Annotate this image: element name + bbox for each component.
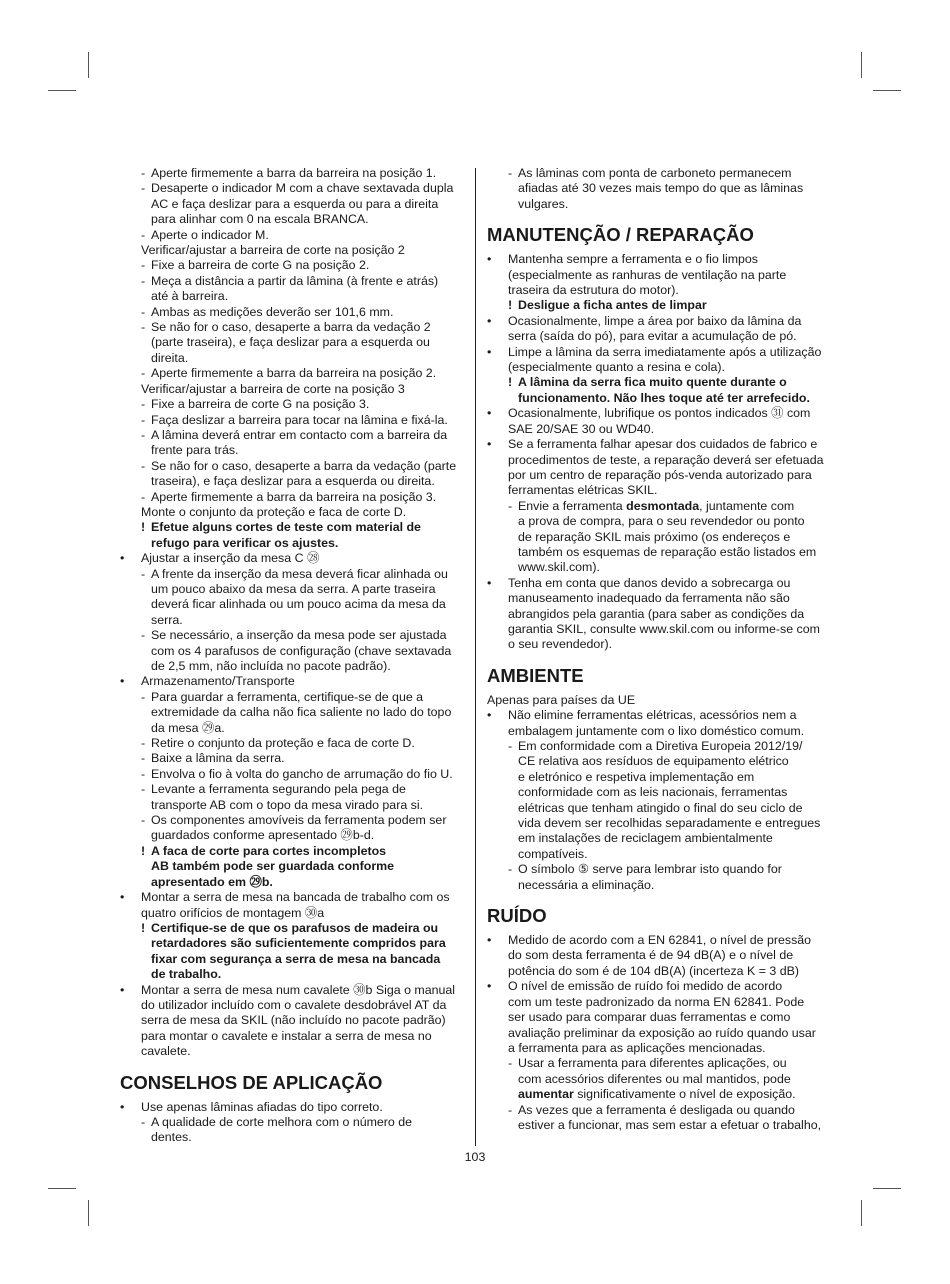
bullet-item-line [487,314,833,329]
dash-item-line [120,413,465,428]
continuation-line [120,659,465,674]
line-text: retardadores são suficientemente compridos para [151,936,446,951]
line-text: Se não for o caso, desaperte a barra da vedação 2 [151,320,431,335]
dash-item-line [487,499,833,514]
line-text: Montar a serra de mesa na bancada de trabalho com os [141,890,450,905]
line-text: A qualidade de corte melhora com o número de [151,1114,413,1129]
line-text: (parte traseira), e faça deslizar para a esquerda ou [151,335,430,350]
line-text: Retire o conjunto da proteção e faca de corte D. [151,736,415,751]
line-text: o seu revendedor). [508,637,613,652]
line-text: A faca de corte para cortes incompletos [151,843,387,858]
warning-line [120,921,465,936]
line-text: Mantenha sempre a ferramenta e o fio limpos [508,252,759,267]
line-text: com acessórios diferentes ou mal mantidos, pode [518,1071,791,1086]
line-text: do utilizador incluído com o cavalete desdobrável AT da [141,997,447,1012]
dash-item-line [120,567,465,582]
dash-marker: - [141,628,146,643]
crop-mark [88,52,89,78]
dash-marker: - [141,258,146,273]
line-text: de 2,5 mm, não incluída no pacote padrão). [151,659,391,673]
line-text: Aperte firmemente a barra da barreira na posição 2. [151,366,437,381]
bullet-marker: • [487,313,492,328]
line-text: O símbolo ⑤ serve para lembrar isto quando for [518,862,782,877]
line-text: de reparação SKIL mais próximo (os endereços e [518,529,791,544]
line-text: serra (saída do pó), para evitar a acumulação de pó. [508,329,797,344]
line-text: direita. [151,350,189,365]
dash-marker: - [141,227,146,242]
line-text: até à barreira. [151,289,229,304]
paragraph-line [120,243,465,258]
line-text: Faça deslizar a barreira para tocar na lâmina e fixá-la. [151,412,448,427]
paragraph-line [487,693,833,708]
continuation-line [120,906,465,921]
line-text: necessária a eliminação. [518,877,655,892]
continuation-line [120,443,465,458]
line-text: potência do som é de 104 dB(A) (incerteza K = 3 dB) [508,963,799,978]
continuation-line [487,422,833,437]
paragraph-line [120,382,465,397]
dash-item-line [120,628,465,643]
line-text: afiadas até 30 vezes mais tempo do que as lâminas [518,181,804,196]
line-text: Ajustar a inserção da mesa C ㉘ [141,551,320,566]
dash-marker: - [508,498,513,513]
continuation-line [487,785,833,800]
dash-item-line [120,181,465,196]
continuation-line [487,545,833,560]
dash-marker: - [141,366,146,381]
continuation-line [487,622,833,637]
line-text: estiver a funcionar, mas sem estar a efetuar o trabalho, [518,1117,822,1132]
line-text: da mesa ㉙a. [151,720,225,735]
dash-marker: - [508,166,513,180]
line-text: refugo para verificar os ajustes. [151,535,339,550]
dash-item-line [120,166,465,181]
warning-line [120,844,465,859]
dash-item-line [120,736,465,751]
warning-marker: ! [508,298,513,313]
line-text: Apenas para países da UE [487,692,636,707]
line-text: Use apenas lâminas afiadas do tipo correto. [141,1099,383,1114]
line-text: a ferramenta para as aplicações mencionadas. [508,1040,766,1055]
continuation-line [487,483,833,498]
continuation-line [120,212,465,227]
line-text: A frente da inserção da mesa deverá ficar alinhada ou [151,566,448,581]
line-text: Usar a ferramenta para diferentes aplicações, ou [518,1056,787,1071]
dash-item-line [120,397,465,412]
line-text: em instalações de reciclagem ambientalmente [518,831,773,846]
line-text: transporte AB com o topo da mesa virado para si. [151,797,424,812]
dash-marker: - [508,1056,513,1071]
continuation-line [487,591,833,606]
dash-marker: - [508,862,513,877]
bullet-item-line [487,708,833,723]
line-text: www.skil.com). [518,560,600,575]
line-text: garantia SKIL, consulte www.skil.com ou informe-se com [508,621,820,636]
line-text: extremidade da calha não fica saliente no lado do topo [151,705,452,720]
line-text-after: , juntamente com [699,498,795,513]
left-column [120,166,465,1146]
right-column [487,166,833,1133]
dash-item-line [120,751,465,766]
bullet-marker: • [487,708,492,723]
line-text: Desaperte o indicador M com a chave sextavada dupla [151,181,454,196]
line-text: a prova de compra, para o seu revendedor ou ponto [518,514,805,529]
continuation-line [487,948,833,963]
continuation-line [487,754,833,769]
line-text: Baixe a lâmina da serra. [151,751,285,766]
line-text: Medido de acordo com a EN 62841, o nível de pressão [508,933,812,948]
line-text: vida devem ser recolhidas separadamente e entregues [518,816,821,831]
line-text: ser usado para comparar duas ferramentas e como [508,1010,791,1025]
line-text: do som desta ferramenta é de 94 dB(A) e o nível de [508,948,794,963]
continuation-line [120,1029,465,1044]
line-text: Tenha em conta que danos devido a sobrecarga ou [508,575,791,590]
dash-marker: - [141,181,146,196]
line-text: Meça a distância a partir da lâmina (à frente e atrás) [151,273,439,288]
emphasis-text: desmontada [626,498,700,513]
crop-mark [873,1188,901,1189]
line-text: Se não for o caso, desaperte a barra da vedação (parte [151,458,457,473]
line-text-after: significativamente o nível de exposição. [573,1087,796,1102]
continuation-line [487,560,833,575]
continuation-line [487,964,833,979]
line-text: traseira), e faça deslizar para a esquerda ou direita. [151,474,435,489]
line-text: Aperte firmemente a barra da barreira na posição 3. [151,489,437,504]
bullet-item-line [487,437,833,452]
continuation-line [120,289,465,304]
dash-item-line [120,767,465,782]
bullet-marker: • [487,344,492,359]
bullet-marker: • [487,437,492,452]
continuation-line [120,597,465,612]
line-text: Se a ferramenta falhar apesar dos cuidados de fabrico e [508,437,818,452]
continuation-line [487,637,833,652]
line-text: com um teste padronizado da norma EN 62841. Pode [508,994,805,1009]
dash-item-line [487,739,833,754]
dash-item-line [120,274,465,289]
continuation-line [120,474,465,489]
continuation-line [120,613,465,628]
warning-continuation-line [120,936,465,951]
continuation-line [487,1041,833,1056]
warning-line [120,520,465,535]
page-number: 103 [464,1150,486,1164]
line-text: Armazenamento/Transporte [141,674,295,689]
bullet-marker: • [487,979,492,994]
continuation-line [120,998,465,1013]
warning-continuation-line [120,536,465,551]
line-text: Fixe a barreira de corte G na posição 3. [151,397,370,412]
line-text: traseira da estrutura do motor). [508,283,679,298]
dash-item-line [120,228,465,243]
line-text: funcionamento. Não lhes toque até ter arrefecido. [518,390,810,405]
warning-continuation-line [120,967,465,982]
continuation-line [120,1013,465,1028]
continuation-line [487,1026,833,1041]
dash-marker: - [141,782,146,797]
continuation-line [487,1087,833,1102]
line-text: abrangidos pela garantia (para saber as condições da [508,606,805,621]
line-text: AC e faça deslizar para a esquerda ou para a direita [151,196,439,211]
continuation-line [120,798,465,813]
crop-mark [48,90,76,91]
line-text: (especialmente quanto a resina e cola). [508,360,725,375]
continuation-line [487,607,833,622]
continuation-line [120,1044,465,1059]
warning-continuation-line [120,859,465,874]
warning-line [487,375,833,390]
continuation-line [120,721,465,736]
continuation-line [487,514,833,529]
bullet-item-line [487,252,833,267]
line-text: Para guardar a ferramenta, certifique-se de que a [151,689,424,704]
continuation-line [487,360,833,375]
continuation-line [120,335,465,350]
line-text: O nível de emissão de ruído foi medido de acordo [508,979,783,994]
line-text: Efetue alguns cortes de teste com material de [151,520,421,535]
dash-item-line [120,366,465,381]
bullet-marker: • [487,252,492,267]
dash-marker: - [141,736,146,751]
continuation-line [487,468,833,483]
line-text: avaliação preliminar da exposição ao ruído quando usar [508,1025,816,1040]
dash-marker: - [141,397,146,412]
dash-marker: - [141,751,146,766]
bullet-item-line [120,983,465,998]
line-text: A lâmina deverá entrar em contacto com a barreira da [151,427,448,442]
continuation-line [487,1072,833,1087]
line-text: um pouco abaixo da mesa da serra. A parte traseira [151,581,436,596]
continuation-line [487,816,833,831]
crop-mark [873,90,901,91]
line-text: Aperte firmemente a barra da barreira na posição 1. [151,166,437,180]
continuation-line [120,705,465,720]
line-text: para alinhar com 0 na escala BRANCA. [151,212,369,227]
line-text: Envie a ferramenta [518,498,627,513]
line-text: Levante a ferramenta segurando pela pega de [151,782,406,797]
dash-marker: - [141,1114,146,1129]
line-text: Em conformidade com a Diretiva Europeia 2012/19/ [518,739,803,753]
dash-marker: - [141,273,146,288]
emphasis-text: aumentar [518,1087,574,1102]
warning-marker: ! [141,520,146,535]
line-text: Envolva o fio à volta do gancho de arrumação do fio U. [151,766,453,781]
dash-item-line [120,490,465,505]
warning-line [487,298,833,313]
dash-item-line [120,690,465,705]
warning-continuation-line [120,875,465,890]
line-text: cavalete. [141,1044,191,1059]
dash-marker: - [141,766,146,781]
line-text: (especialmente as ranhuras de ventilação na parte [508,267,787,282]
dash-marker: - [141,489,146,504]
line-text: manuseamento inadequado da ferramenta não são [508,591,790,606]
bullet-marker: • [120,890,125,905]
line-text: e eletrónico e respetiva implementação em [518,769,755,784]
line-text: Não elimine ferramentas elétricas, acessórios nem a [508,708,797,723]
dash-marker: - [141,412,146,427]
line-text: Limpe a lâmina da serra imediatamente após a utilização [508,344,822,359]
dash-marker: - [141,320,146,335]
bullet-marker: • [120,1099,125,1114]
section-heading: MANUTENÇÃO / REPARAÇÃO [487,224,754,246]
line-text: CE relativa aos resíduos de equipamento elétrico [518,754,789,769]
bullet-item-line [120,890,465,905]
bullet-item-line [487,406,833,421]
warning-continuation-line [487,391,833,406]
continuation-line [487,724,833,739]
bullet-marker: • [120,551,125,566]
line-text: deverá ficar alinhada ou um pouco acima da mesa da [151,597,446,612]
line-text: serra. [151,612,183,627]
line-text: compatíveis. [518,846,588,861]
line-text: para montar o cavalete e instalar a serra de mesa no [141,1028,432,1043]
line-text: elétricas que tenham atingido o final do seu ciclo de [518,800,803,815]
continuation-line [487,453,833,468]
line-text: Se necessário, a inserção da mesa pode ser ajustada [151,628,447,643]
line-text: Ocasionalmente, limpe a área por baixo da lâmina da [508,313,802,328]
continuation-line [120,197,465,212]
section-heading: RUÍDO [487,905,547,927]
dash-item-line [120,258,465,273]
continuation-line [120,1130,465,1145]
section-heading: CONSELHOS DE APLICAÇÃO [120,1071,383,1093]
line-text: Desligue a ficha antes de limpar [518,298,707,313]
line-text: também os esquemas de reparação estão listados em [518,544,817,559]
continuation-line [487,995,833,1010]
dash-marker: - [141,458,146,473]
line-text: Os componentes amovíveis da ferramenta podem ser [151,813,447,828]
line-text: ferramentas elétricas SKIL. [508,483,658,498]
crop-mark [88,1200,89,1226]
warning-continuation-line [120,952,465,967]
line-text: vulgares. [518,196,569,211]
line-text: por um centro de reparação pós-venda autorizado para [508,467,812,482]
dash-item-line [487,1056,833,1071]
dash-item-line [120,782,465,797]
dash-item-line [487,1103,833,1118]
line-text: conformidade com as leis nacionais, ferramentas [518,785,788,800]
line-text: SAE 20/SAE 30 ou WD40. [508,421,655,436]
line-text: Verificar/ajustar a barreira de corte na posição 3 [141,381,405,396]
dash-item-line [120,428,465,443]
continuation-line [120,828,465,843]
dash-item-line [120,1115,465,1130]
bullet-marker: • [487,575,492,590]
bullet-item-line [120,551,465,566]
dash-item-line [487,862,833,877]
bullet-marker: • [487,933,492,948]
bullet-item-line [120,1100,465,1115]
line-text: Verificar/ajustar a barreira de corte na posição 2 [141,243,405,258]
line-text: frente para trás. [151,443,239,458]
line-text: AB também pode ser guardada conforme [151,859,395,874]
dash-marker: - [141,689,146,704]
dash-marker: - [141,566,146,581]
bullet-marker: • [120,982,125,997]
bullet-marker: • [120,674,125,689]
line-text: dentes. [151,1130,192,1145]
line-text: procedimentos de teste, a reparação deverá ser efetuada [508,452,824,467]
bullet-marker: • [487,406,492,421]
line-text: Fixe a barreira de corte G na posição 2. [151,258,370,273]
warning-marker: ! [141,843,146,858]
continuation-line [487,268,833,283]
line-text: Aperte o indicador M. [151,227,269,242]
continuation-line [120,582,465,597]
continuation-line [487,831,833,846]
line-text: As lâminas com ponta de carboneto permanecem [518,166,792,180]
warning-marker: ! [141,920,146,935]
crop-mark [861,52,862,78]
dash-marker: - [141,427,146,442]
section-heading: AMBIENTE [487,664,584,686]
line-text: As vezes que a ferramenta é desligada ou quando [518,1102,795,1117]
bullet-item-line [487,979,833,994]
dash-marker: - [141,304,146,319]
line-text: serra de mesa da SKIL (não incluído no pacote padrão) [141,1013,446,1028]
bullet-item-line [487,345,833,360]
dash-marker: - [141,166,146,180]
continuation-line [487,197,833,212]
dash-item-line [120,320,465,335]
continuation-line [487,1010,833,1025]
line-text: quatro orifícios de montagem ㉚a [141,905,325,920]
line-text: A lâmina da serra fica muito quente durante o [518,375,787,390]
line-text: com os 4 parafusos de configuração (chave sextavada [151,643,452,658]
continuation-line [487,283,833,298]
paragraph-line [120,505,465,520]
dash-item-line [487,166,833,181]
dash-marker: - [508,1102,513,1117]
line-text: Montar a serra de mesa num cavalete ㉚b Siga o manual [141,982,456,997]
continuation-line [487,1118,833,1133]
continuation-line [487,530,833,545]
continuation-line [487,801,833,816]
crop-mark [48,1188,76,1189]
line-text: embalagem juntamente com o lixo doméstico comum. [508,723,805,738]
line-text: Monte o conjunto da proteção e faca de corte D. [141,504,407,519]
column-divider [475,168,476,1146]
dash-item-line [120,459,465,474]
continuation-line [487,181,833,196]
dash-item-line [120,813,465,828]
continuation-line [120,351,465,366]
continuation-line [487,329,833,344]
continuation-line [487,847,833,862]
line-text: apresentado em ㉙b. [151,874,273,889]
line-text: Ocasionalmente, lubrifique os pontos indicados ㉛ com [508,406,811,421]
dash-item-line [120,305,465,320]
line-text: fixar com segurança a serra de mesa na bancada [151,951,441,966]
continuation-line [487,770,833,785]
continuation-line [487,878,833,893]
line-text: guardados conforme apresentado ㉙b-d. [151,828,375,843]
dash-marker: - [141,813,146,828]
bullet-item-line [487,933,833,948]
crop-mark [861,1200,862,1226]
continuation-line [120,644,465,659]
warning-marker: ! [508,375,513,390]
line-text: Certifique-se de que os parafusos de madeira ou [151,920,439,935]
bullet-item-line [487,576,833,591]
line-text: de trabalho. [151,967,222,982]
line-text: Ambas as medições deverão ser 101,6 mm. [151,304,394,319]
dash-marker: - [508,739,513,753]
bullet-item-line [120,674,465,689]
